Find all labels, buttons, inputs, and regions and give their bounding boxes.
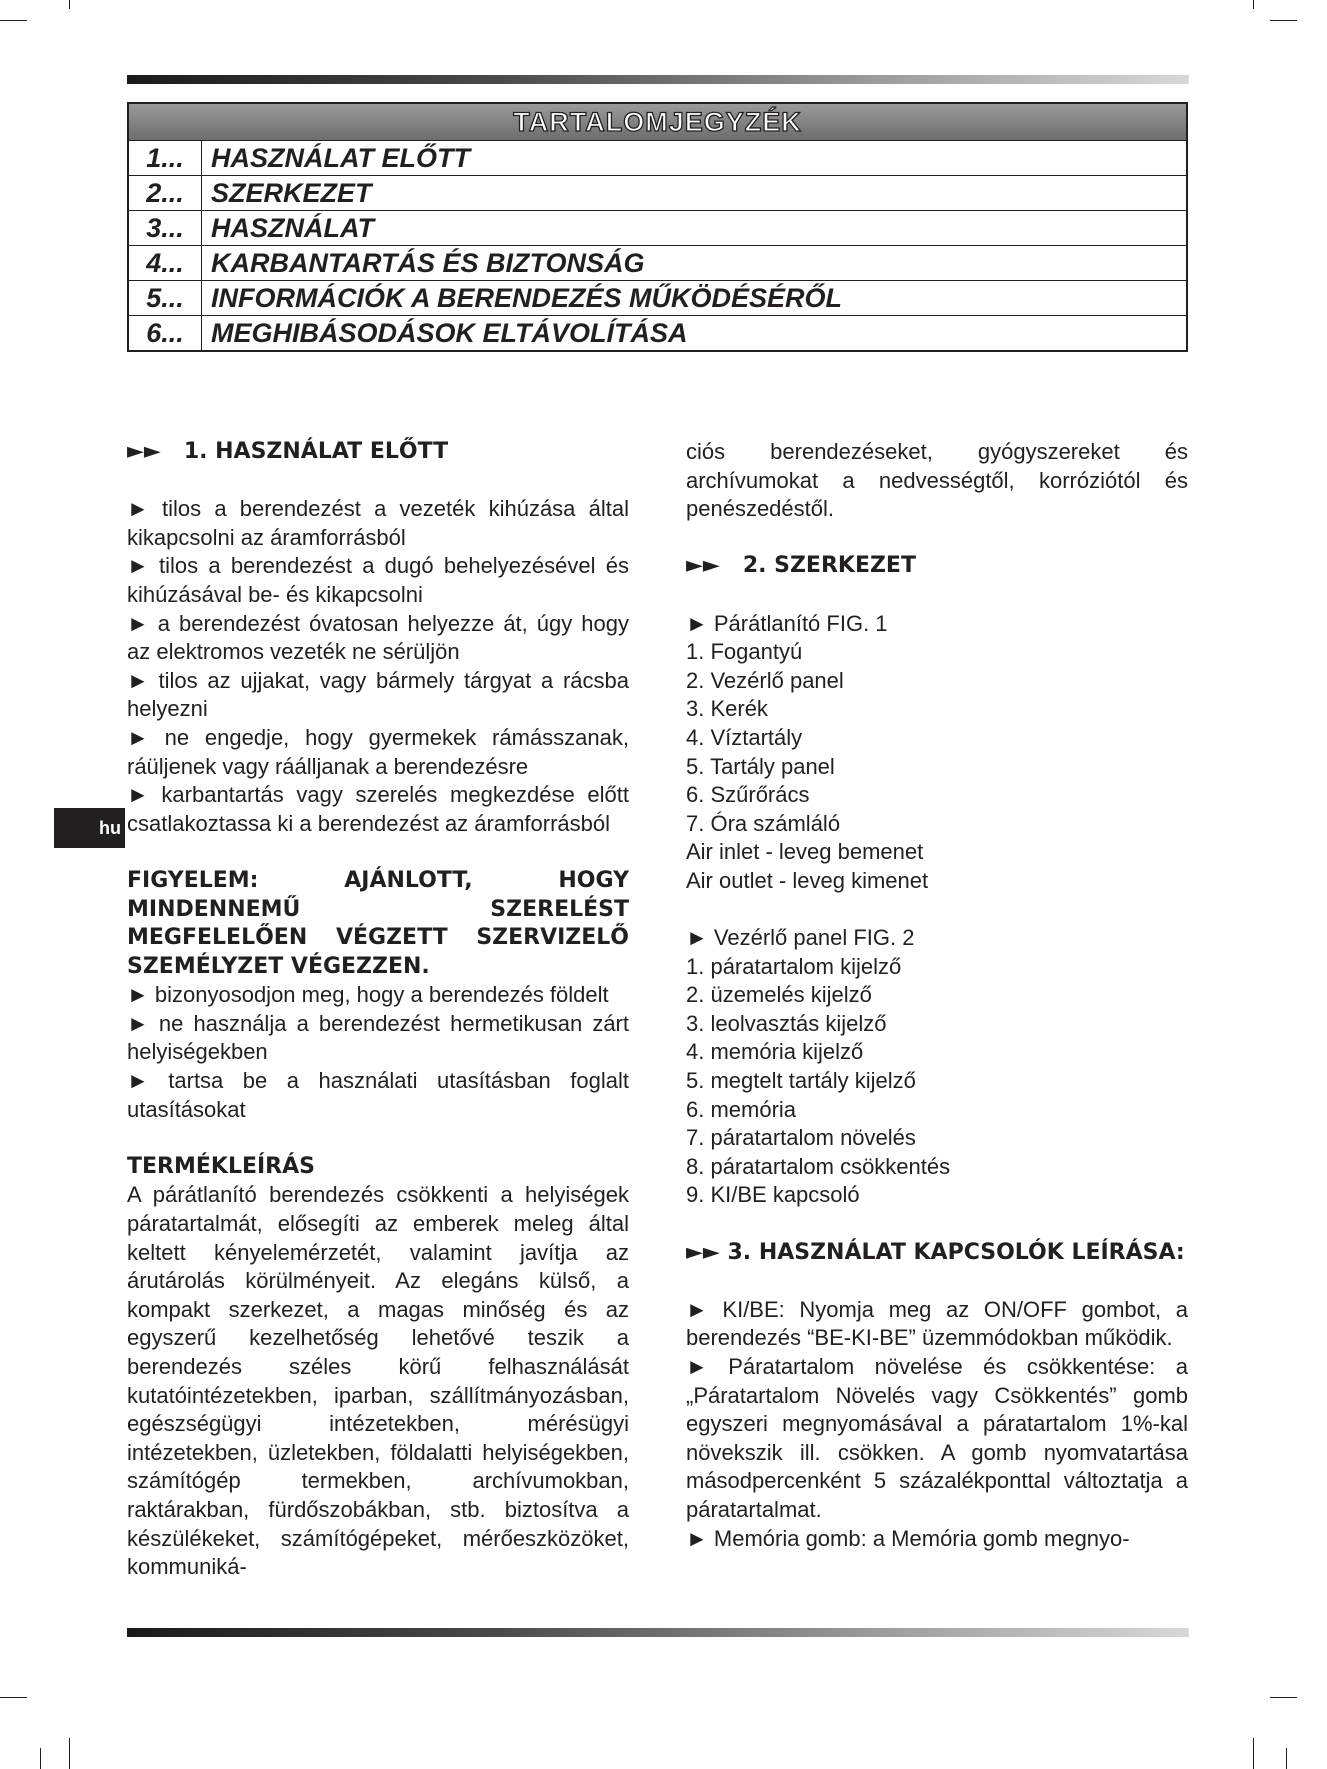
toc-label: HASZNÁLAT ELŐTT: [202, 141, 1188, 176]
crop-mark: [1286, 1748, 1287, 1769]
list-item: ► a berendezést óvatosan helyezze át, úgy hogy az elektromos vezeték ne sérüljön: [127, 610, 629, 665]
right-column: [686, 438, 1188, 1553]
list-item: ► Páratartalom növelése és csökkentése: a „Páratartalom Növelés vagy Csökkentés” gomb egyszeri megnyomásával a páratartalom 1%-kal növekszik ill. csökken. A gomb nyomvatartása másodpercenként 5 százalékponttal változtatja a páratartalmat.: [686, 1354, 1188, 1522]
toc-row: [128, 211, 1187, 246]
list-item: ► tartsa be a használati utasításban foglalt utasításokat: [127, 1068, 629, 1122]
section-2-heading: ►► 2. SZERKEZET: [686, 553, 916, 579]
list-item: ► Vezérlő panel FIG. 2: [686, 925, 915, 951]
warning-text: FIGYELEM: AJÁNLOTT, HOGY MINDENNEMŰ SZERELÉST MEGFELELŐEN VÉGZETT SZERVIZELŐ SZEMÉLYZET VÉGEZZEN.: [127, 867, 629, 979]
list-item: 3. Kerék: [686, 696, 768, 722]
crop-mark: [1253, 0, 1254, 9]
toc-number: 1...: [128, 141, 202, 176]
crop-mark: [69, 0, 70, 9]
toc-number: 2...: [128, 176, 202, 211]
crop-mark: [40, 1748, 41, 1769]
toc-label: KARBANTARTÁS ÉS BIZTONSÁG: [202, 246, 1188, 281]
toc-label: MEGHIBÁSODÁSOK ELTÁVOLÍTÁSA: [202, 316, 1188, 352]
list-item: 3. leolvasztás kijelző: [686, 1010, 887, 1036]
crop-mark: [69, 1738, 70, 1769]
list-item: 2. Vezérlő panel: [686, 667, 844, 693]
list-item: 9. KI/BE kapcsoló: [686, 1182, 860, 1208]
toc-title: TARTALOMJEGYZÉK: [128, 103, 1187, 141]
list-item: 2. üzemelés kijelző: [686, 982, 872, 1008]
list-item: ► ne engedje, hogy gyermekek rámásszanak, ráüljenek vagy ráálljanak a berendezésre: [127, 724, 629, 779]
list-item: 4. Víztartály: [686, 724, 803, 750]
toc-row: [128, 141, 1187, 176]
toc-label: SZERKEZET: [202, 176, 1188, 211]
list-item: 5. Tartály panel: [686, 753, 835, 779]
list-item: Air outlet - leveg kimenet: [686, 867, 929, 893]
crop-mark: [0, 1697, 27, 1698]
continued-text: ciós berendezéseket, gyógyszereket és archívumokat a nedvességtől, korróziótól és penészedéstől.: [686, 439, 1188, 522]
list-item: 1. Fogantyú: [686, 639, 803, 665]
list-item: 6. Szűrőrács: [686, 782, 810, 808]
language-tab: hu: [54, 808, 125, 848]
toc-row: [128, 316, 1187, 352]
crop-mark: [0, 20, 27, 21]
list-item: ► karbantartás vagy szerelés megkezdése előtt csatlakoztassa ki a berendezést az áramforrásból: [127, 782, 629, 836]
list-item: 7. páratartalom növelés: [686, 1125, 916, 1151]
toc-number: 4...: [128, 246, 202, 281]
list-item: 8. páratartalom csökkentés: [686, 1153, 951, 1179]
toc-label: HASZNÁLAT: [202, 211, 1188, 246]
list-item: 5. megtelt tartály kijelző: [686, 1068, 916, 1094]
toc-row: [128, 246, 1187, 281]
list-item: ► bizonyosodjon meg, hogy a berendezés földelt: [127, 982, 609, 1008]
list-item: 7. Óra számláló: [686, 810, 841, 836]
left-column: [127, 438, 629, 1582]
list-item: ► tilos a berendezést a vezeték kihúzása által kikapcsolni az áramforrásból: [127, 496, 629, 550]
table-of-contents: [127, 102, 1188, 352]
list-item: ► ne használja a berendezést hermetikusan zárt helyiségekben: [127, 1010, 629, 1065]
list-item: ► Párátlanító FIG. 1: [686, 610, 888, 636]
list-item: ► KI/BE: Nyomja meg az ON/OFF gombot, a berendezés “BE-KI-BE” üzemmódokban működik.: [686, 1296, 1188, 1351]
list-item: 6. memória: [686, 1096, 797, 1122]
product-heading: TERMÉKLEÍRÁS: [127, 1153, 315, 1179]
list-item: ► tilos a berendezést a dugó behelyezésével és kihúzásával be- és kikapcsolni: [127, 553, 629, 607]
toc-number: 3...: [128, 211, 202, 246]
product-description: A párátlanító berendezés csökkenti a helyiségek páratartalmát, elősegíti az emberek meleg által keltett kényelemérzetét, valamint javítja az árutárolás körülményeit. Az elegáns külső, a kompakt szerkezet, a magas minőség és az egyszerű kezelhetőség lehetővé teszik a berendezés széles körű felhasználását kutatóintézetekben, iparban, szállítmányozásban, egészségügyi intézetekben, mérésügyi intézetekben, üzletekben, földalatti helyiségekben, számítógép termekben, archívumokban, raktárakban, fürdőszobákban, stb. biztosítva a készülékeket, számítógépeket, mérőeszközöket, kommuniká-: [127, 1182, 629, 1580]
section-3-heading: ►► 3. HASZNÁLAT KAPCSOLÓK LEÍRÁSA:: [686, 1239, 1185, 1265]
toc-label: INFORMÁCIÓK A BERENDEZÉS MŰKÖDÉSÉRŐL: [202, 281, 1188, 316]
bottom-rule: [127, 1628, 1189, 1637]
section-1-heading: ►► 1. HASZNÁLAT ELŐTT: [127, 439, 449, 464]
list-item: ► Memória gomb: a Memória gomb megnyo-: [686, 1525, 1130, 1551]
list-item: 4. memória kijelző: [686, 1039, 864, 1065]
crop-mark: [1270, 20, 1297, 21]
crop-mark: [1253, 1738, 1254, 1769]
toc-row: [128, 176, 1187, 211]
list-item: 1. páratartalom kijelző: [686, 953, 902, 979]
top-rule: [127, 75, 1189, 84]
toc-number: 6...: [128, 316, 202, 352]
toc-row: [128, 281, 1187, 316]
toc-number: 5...: [128, 281, 202, 316]
crop-mark: [1270, 1697, 1297, 1698]
list-item: ► tilos az ujjakat, vagy bármely tárgyat a rácsba helyezni: [127, 667, 629, 722]
list-item: Air inlet - leveg bemenet: [686, 839, 924, 865]
